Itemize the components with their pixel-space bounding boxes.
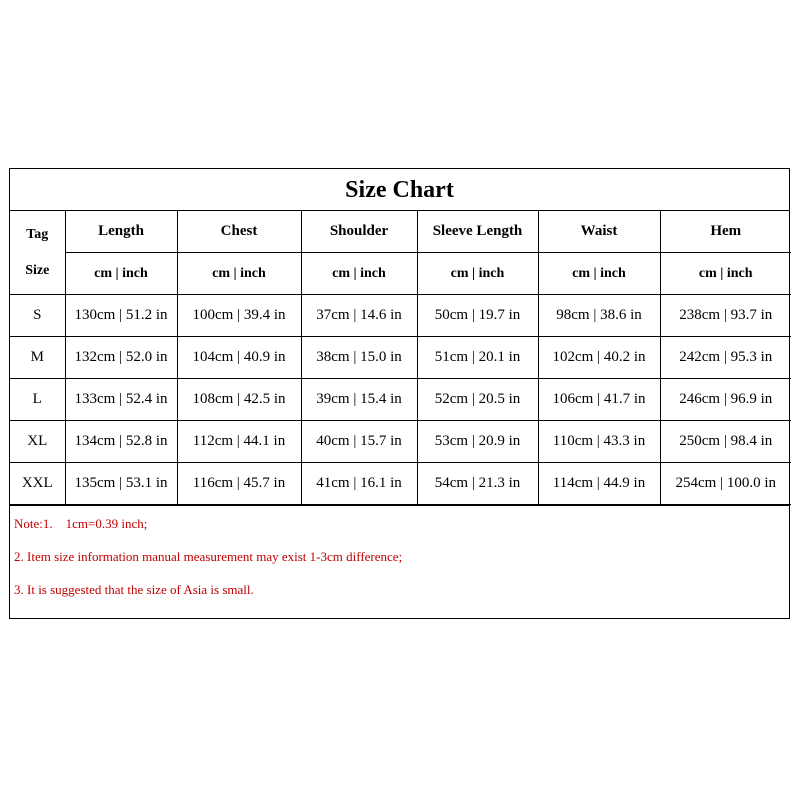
table-cell: 116cm | 45.7 in — [177, 463, 301, 505]
size-table — [10, 211, 791, 505]
table-cell: 132cm | 52.0 in — [65, 337, 177, 379]
size-chart — [9, 168, 790, 619]
unit-label: cm | inch — [301, 253, 417, 295]
table-cell: 51cm | 20.1 in — [417, 337, 538, 379]
table-cell: 40cm | 15.7 in — [301, 421, 417, 463]
table-cell: 38cm | 15.0 in — [301, 337, 417, 379]
table-cell: 50cm | 19.7 in — [417, 295, 538, 337]
col-chest: Chest — [177, 211, 301, 253]
table-cell: 130cm | 51.2 in — [65, 295, 177, 337]
table-cell: 41cm | 16.1 in — [301, 463, 417, 505]
table-cell: 98cm | 38.6 in — [538, 295, 660, 337]
table-row — [10, 463, 791, 505]
size-cell: L — [10, 379, 65, 421]
unit-label: cm | inch — [538, 253, 660, 295]
unit-label: cm | inch — [660, 253, 791, 295]
table-row — [10, 379, 791, 421]
table-cell: 254cm | 100.0 in — [660, 463, 791, 505]
table-cell: 100cm | 39.4 in — [177, 295, 301, 337]
unit-row — [10, 253, 791, 295]
size-cell: XL — [10, 421, 65, 463]
tag-size-header — [10, 211, 65, 295]
table-cell: 102cm | 40.2 in — [538, 337, 660, 379]
table-cell: 108cm | 42.5 in — [177, 379, 301, 421]
table-cell: 114cm | 44.9 in — [538, 463, 660, 505]
size-cell: S — [10, 295, 65, 337]
unit-label: cm | inch — [177, 253, 301, 295]
table-cell: 53cm | 20.9 in — [417, 421, 538, 463]
notes-section — [10, 505, 789, 625]
table-cell: 242cm | 95.3 in — [660, 337, 791, 379]
col-length: Length — [65, 211, 177, 253]
tag-label: Tag — [26, 226, 49, 242]
note-line: 3. It is suggested that the size of Asia is small. — [14, 582, 254, 597]
header-row — [10, 211, 791, 253]
table-cell: 110cm | 43.3 in — [538, 421, 660, 463]
table-cell: 54cm | 21.3 in — [417, 463, 538, 505]
unit-label: cm | inch — [417, 253, 538, 295]
table-cell: 52cm | 20.5 in — [417, 379, 538, 421]
table-cell: 246cm | 96.9 in — [660, 379, 791, 421]
table-cell: 135cm | 53.1 in — [65, 463, 177, 505]
table-cell: 133cm | 52.4 in — [65, 379, 177, 421]
col-sleeve-length: Sleeve Length — [417, 211, 538, 253]
table-cell: 112cm | 44.1 in — [177, 421, 301, 463]
col-hem: Hem — [660, 211, 791, 253]
table-cell: 250cm | 98.4 in — [660, 421, 791, 463]
table-row — [10, 295, 791, 337]
size-label: Size — [25, 262, 50, 278]
chart-title: Size Chart — [10, 169, 789, 211]
unit-label: cm | inch — [65, 253, 177, 295]
table-row — [10, 421, 791, 463]
size-cell: M — [10, 337, 65, 379]
size-cell: XXL — [10, 463, 65, 505]
table-cell: 37cm | 14.6 in — [301, 295, 417, 337]
table-cell: 39cm | 15.4 in — [301, 379, 417, 421]
table-cell: 106cm | 41.7 in — [538, 379, 660, 421]
col-shoulder: Shoulder — [301, 211, 417, 253]
table-cell: 104cm | 40.9 in — [177, 337, 301, 379]
note-line: Note:1. 1cm=0.39 inch; — [14, 516, 148, 531]
table-cell: 134cm | 52.8 in — [65, 421, 177, 463]
table-row — [10, 337, 791, 379]
note-line: 2. Item size information manual measurement may exist 1-3cm difference; — [14, 549, 403, 564]
col-waist: Waist — [538, 211, 660, 253]
table-cell: 238cm | 93.7 in — [660, 295, 791, 337]
